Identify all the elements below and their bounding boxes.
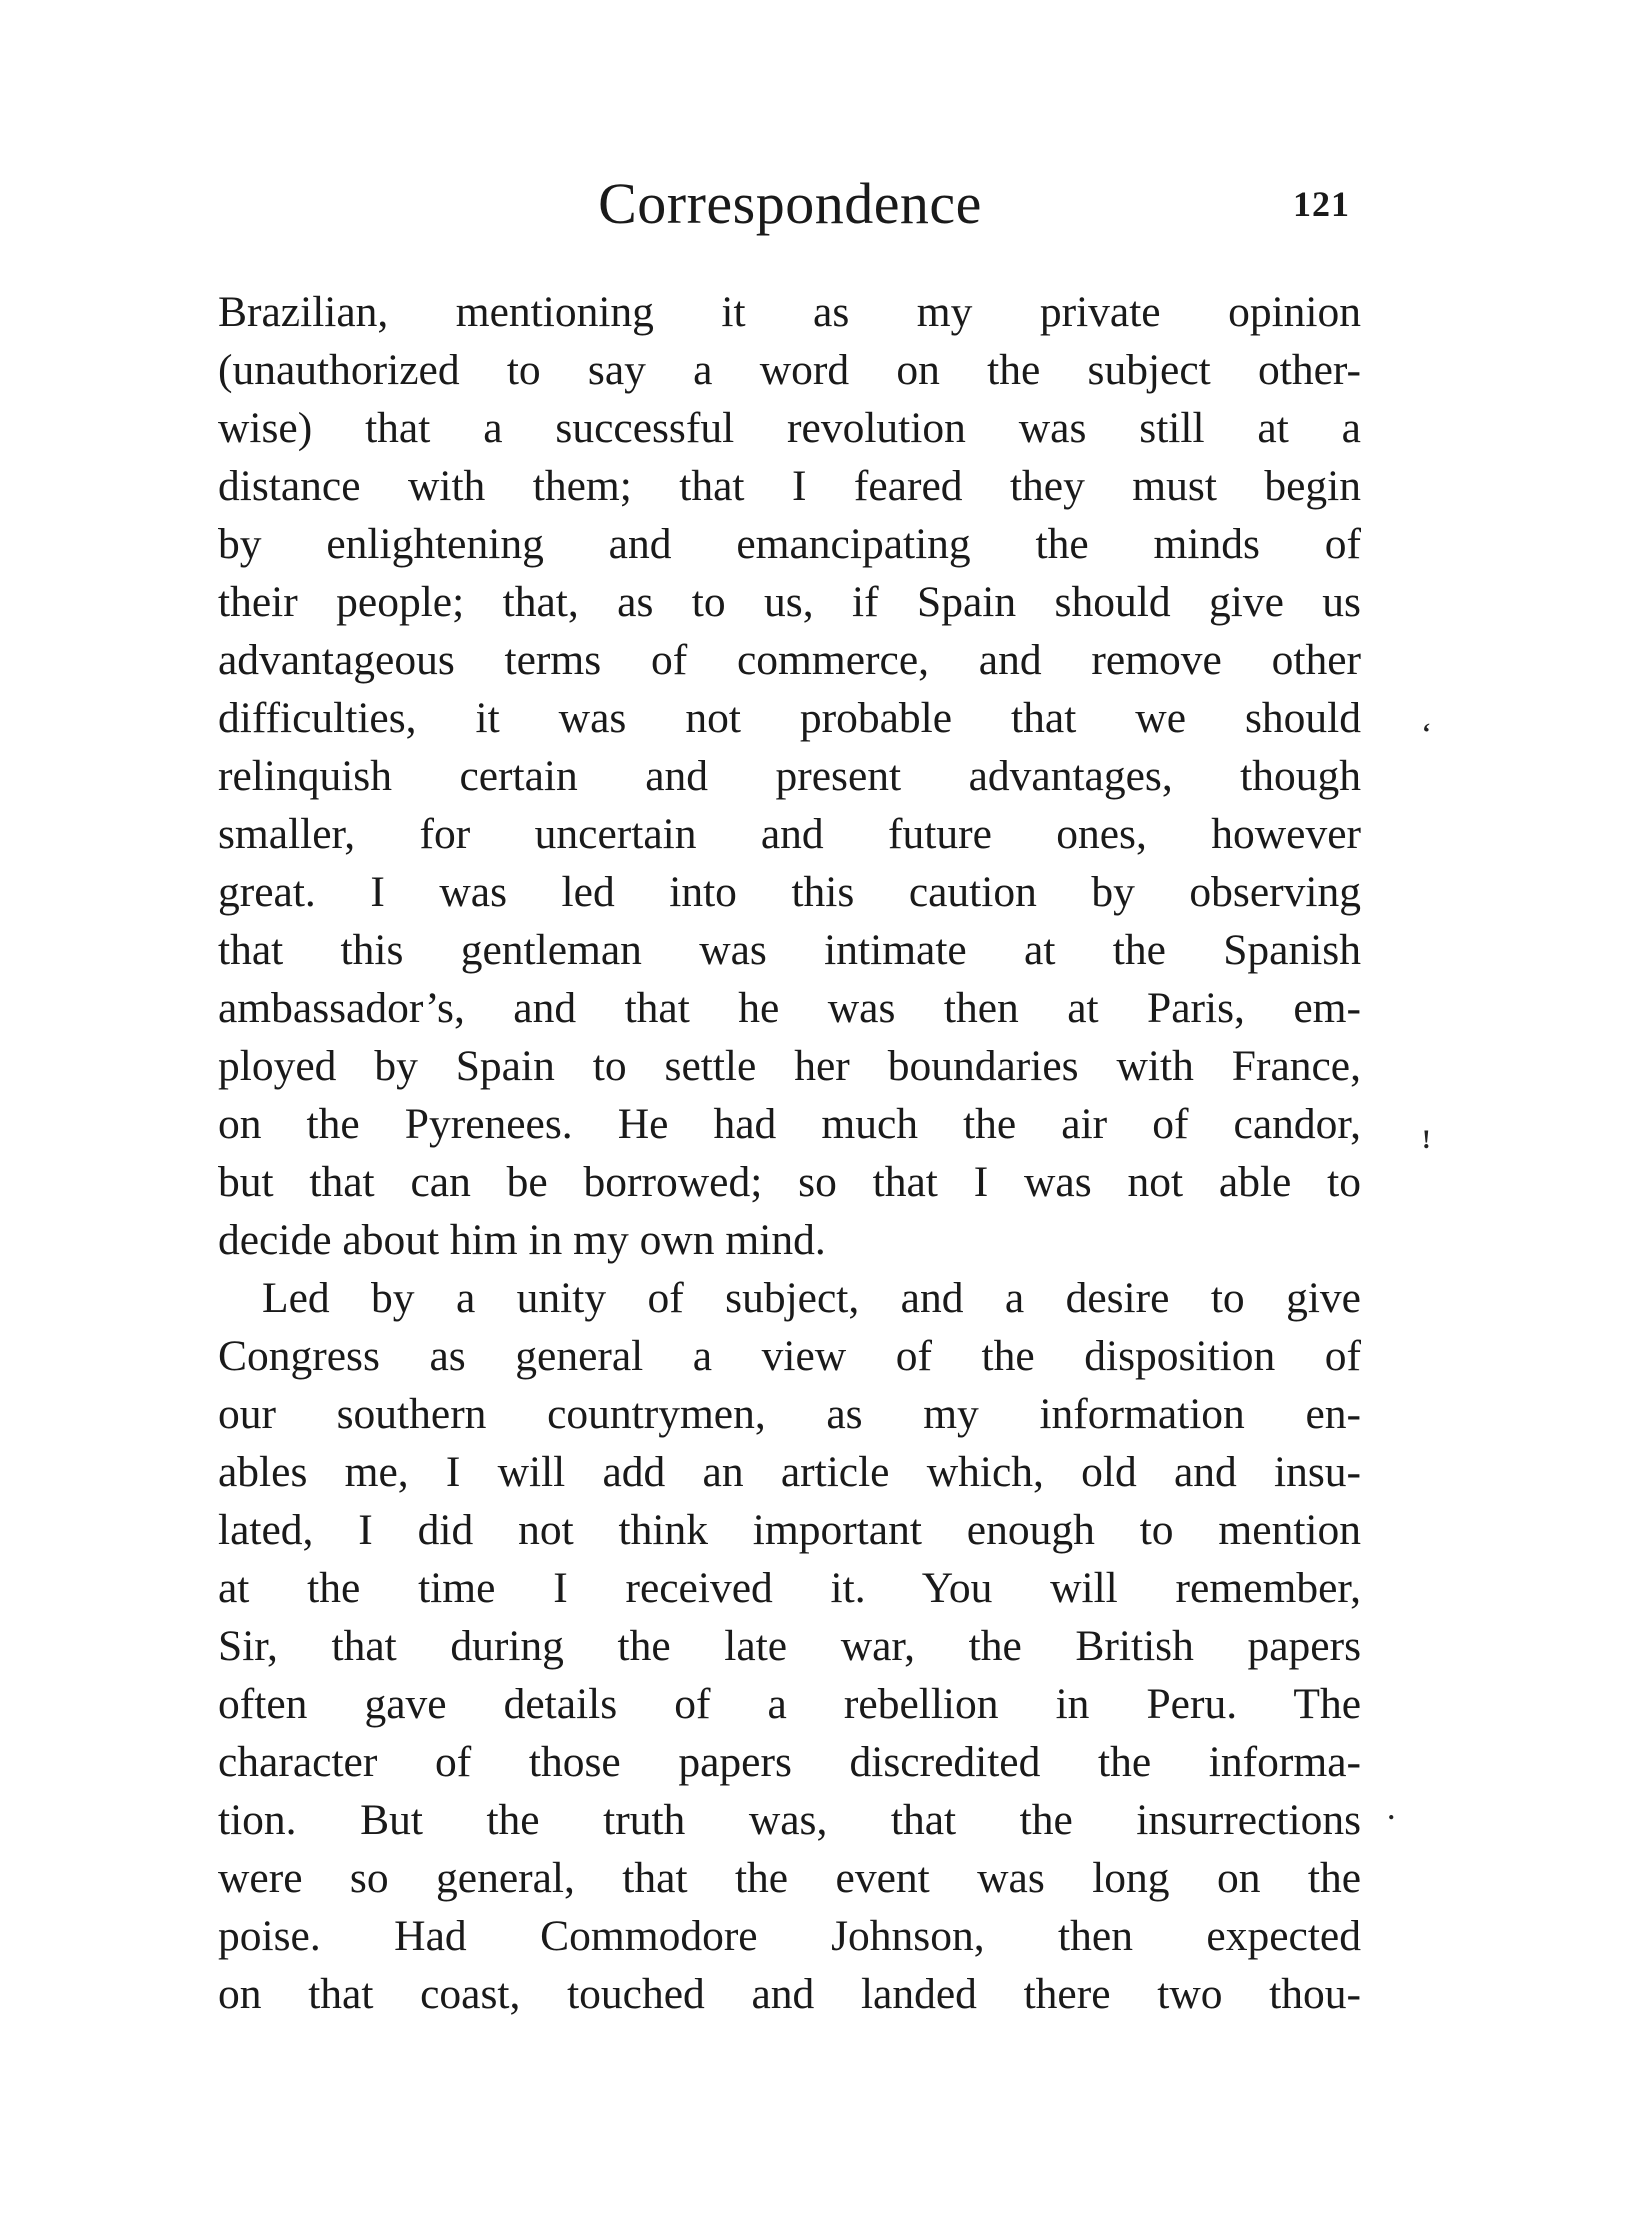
- text-line: smaller, for uncertain and future ones, however: [218, 810, 1361, 858]
- running-title: Correspondence: [598, 171, 982, 236]
- text-line: decide about him in my own mind.: [218, 1216, 826, 1264]
- text-line: ambassador’s, and that he was then at Paris, em-: [218, 984, 1361, 1032]
- text-line: Brazilian, mentioning it as my private opinion: [218, 288, 1361, 336]
- text-line: advantageous terms of commerce, and remove other: [218, 636, 1361, 684]
- text-line: by enlightening and emancipating the minds of: [218, 520, 1361, 568]
- text-line: Led by a unity of subject, and a desire to give: [262, 1274, 1361, 1322]
- text-line: character of those papers discredited the informa-: [218, 1738, 1361, 1786]
- text-line: on that coast, touched and landed there two thou-: [218, 1970, 1361, 2018]
- text-line: were so general, that the event was long on the: [218, 1854, 1361, 1902]
- text-line: relinquish certain and present advantages, though: [218, 752, 1361, 800]
- text-line: but that can be borrowed; so that I was not able to: [218, 1158, 1361, 1206]
- text-line: great. I was led into this caution by observing: [218, 868, 1361, 916]
- text-line: our southern countrymen, as my information en-: [218, 1390, 1361, 1438]
- margin-mark: ǃ: [1422, 1125, 1431, 1154]
- margin-mark: ʻ: [1422, 718, 1431, 747]
- text-line: often gave details of a rebellion in Peru. The: [218, 1680, 1361, 1728]
- body-text: [218, 283, 1361, 2023]
- text-line: ables me, I will add an article which, old and insu-: [218, 1448, 1361, 1496]
- text-line: poise. Had Commodore Johnson, then expected: [218, 1912, 1361, 1960]
- text-line: that this gentleman was intimate at the Spanish: [218, 926, 1361, 974]
- text-line: ployed by Spain to settle her boundaries with France,: [218, 1042, 1361, 1090]
- text-line: Congress as general a view of the disposition of: [218, 1332, 1361, 1380]
- running-head: [220, 168, 1360, 248]
- text-line: at the time I received it. You will remember,: [218, 1564, 1361, 1612]
- page-number: 121: [1293, 184, 1350, 224]
- margin-mark: .: [1388, 1796, 1395, 1825]
- text-line: on the Pyrenees. He had much the air of candor,: [218, 1100, 1361, 1148]
- text-line: distance with them; that I feared they must begin: [218, 462, 1361, 510]
- text-line: difficulties, it was not probable that we should: [218, 694, 1361, 742]
- text-line: wise) that a successful revolution was still at a: [218, 404, 1361, 452]
- text-line: lated, I did not think important enough to mention: [218, 1506, 1361, 1554]
- text-line: their people; that, as to us, if Spain should give us: [218, 578, 1361, 626]
- text-line: Sir, that during the late war, the British papers: [218, 1622, 1361, 1670]
- text-line: (unauthorized to say a word on the subject other-: [218, 346, 1361, 394]
- text-line: tion. But the truth was, that the insurrections: [218, 1796, 1361, 1844]
